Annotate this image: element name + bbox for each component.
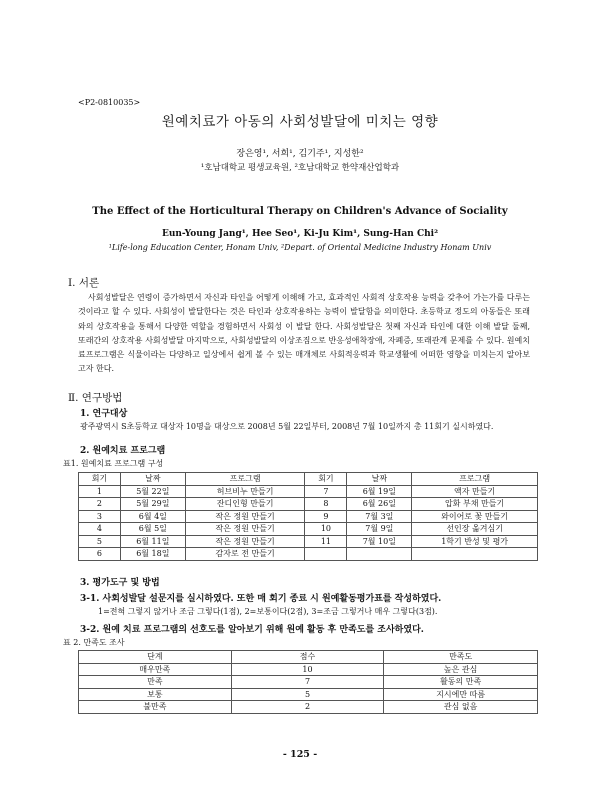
subsection-3-2-text: 3-2. 원예 치료 프로그램의 선호도를 알아보기 위해 원예 활동 후 만족도를 조사하였다. [80,625,424,635]
table-row [79,688,538,701]
table-cell: 액자 만들기 [412,485,538,498]
table-header-cell: 만족도 [384,651,538,664]
table-row [79,548,538,561]
subsection-1-text: 광주광역시 S초등학교 대상자 10명을 대상으로 2008년 5월 22일부터, 2008년 7월 10일까지 총 11회기 실시하였다. [80,422,494,431]
table-cell: 1학기 반성 및 평가 [412,535,538,548]
korean-title: 원예치료가 아동의 사회성발달에 미치는 영향 [161,114,439,130]
table-cell: 작은 정원 만들기 [185,510,305,523]
section-1-heading: Ⅰ. 서론 [68,277,100,289]
table-header-cell: 날짜 [120,473,185,486]
table-header-cell: 회기 [305,473,347,486]
table-cell: 6월 5일 [120,523,185,536]
korean-affiliation: ¹호남대학교 평생교육원, ²호남대학교 한약재산업학과 [200,163,400,173]
table-cell: 활동의 만족 [384,676,538,689]
table-cell: 5월 22일 [120,485,185,498]
table-cell: 8 [305,498,347,511]
table-row [79,523,538,536]
table-cell: 와이어로 꽃 만들기 [412,510,538,523]
subsection-2-heading: 2. 원예치료 프로그램 [80,446,166,456]
scale-description: 1=전혀 그렇지 않거나 조금 그렇다(1점), 2=보통이다(2점), 3=조금 그렇거나 매우 그렇다(3점). [98,607,438,616]
english-authors: Eun-Young Jang¹, Hee Seo¹, Ki-Ju Kim¹, Sung-Han Chi² [161,229,439,239]
table-cell: 선인장 옮겨심기 [412,523,538,536]
table-cell: 7 [305,485,347,498]
table-cell: 7 [231,676,384,689]
table-cell: 10 [231,663,384,676]
subsection-1-heading: 1. 연구대상 [80,409,128,419]
table-1-caption: 표1. 원예치료 프로그램 구성 [63,459,164,468]
table-2-caption: 표 2. 만족도 조사 [63,638,125,647]
table-row [79,535,538,548]
english-affiliation: ¹Life-long Education Center, Honam Univ, ²Depart. of Oriental Medicine Industry Honam Univ [108,243,492,252]
table-cell: 5 [79,535,121,548]
table-cell: 6월 18일 [120,548,185,561]
table-cell: 1 [79,485,121,498]
table-cell: 관심 없음 [384,701,538,714]
table-cell: 감자로 전 만들기 [185,548,305,561]
paper-code: <P2-0810035> [78,98,141,107]
table-row [79,510,538,523]
table-cell: 보통 [79,688,232,701]
table-row [79,663,538,676]
table-cell: 6월 26일 [347,498,412,511]
table-cell: 3 [79,510,121,523]
satisfaction-table [78,650,538,714]
table-row [79,485,538,498]
table-cell: 6 [79,548,121,561]
table-cell [347,548,412,561]
program-table [78,472,538,561]
table-header-cell: 단계 [79,651,232,664]
table-cell: 작은 정원 만들기 [185,535,305,548]
korean-authors: 장은영¹, 서희¹, 김기주¹, 지성한² [236,149,364,159]
table-cell: 7월 10일 [347,535,412,548]
subsection-3-1-text: 3-1. 사회성발달 설문지를 실시하였다. 또한 매 회기 종료 시 원예활동평가표를 작성하였다. [80,594,442,604]
table-cell: 압화 부채 만들기 [412,498,538,511]
table-cell: 5월 29일 [120,498,185,511]
table-cell [412,548,538,561]
page-number: - 125 - [282,749,318,760]
table-cell: 7월 3일 [347,510,412,523]
table-header-cell: 프로그램 [185,473,305,486]
table-cell: 5 [231,688,384,701]
table-cell: 6월 19일 [347,485,412,498]
table-cell: 2 [79,498,121,511]
table-row [79,701,538,714]
table-header-row [79,473,538,486]
table-cell: 높은 관심 [384,663,538,676]
table-header-cell: 프로그램 [412,473,538,486]
table-cell: 매우만족 [79,663,232,676]
table-cell: 9 [305,510,347,523]
table-row [79,676,538,689]
table-header-cell: 날짜 [347,473,412,486]
section-1-paragraph: 사회성발달은 연령이 증가하면서 자신과 타인을 어떻게 이해해 가고, 효과적인 사회적 상호작용 능력을 갖추어 가는가를 다루는 것이라고 할 수 있다. 사회성이 발달한다는 것은 타인과 상호작용하는 능력이 발달함을 의미한다. 초등학교 정도의 아동들은 또래와의 상호작용을 통해서 다양한 역할을 경험하면서 사회성 이 발달 한다. 사회성발달은 첫째 자신과 타인에 대한 이해 발달 둘째, 또래간의 상호작용 사회성발달 마지막으로, 사회성발달의 이상조짐으로 반응성애착장애, 자폐증, 또래관계 문제를 수 있다. 원예치료프로그램은 식물이라는 다양하고 일상에서 쉽게 볼 수 있는 매개체로 사회적응력과 학교생활에 어떠한 영향을 미치는지 알아보고자 한다. [78,293,530,374]
table-cell: 2 [231,701,384,714]
table-cell: 불만족 [79,701,232,714]
table-header-cell: 점수 [231,651,384,664]
table-cell: 작은 정원 만들기 [185,523,305,536]
table-cell: 11 [305,535,347,548]
table-cell: 7월 9일 [347,523,412,536]
table-cell: 만족 [79,676,232,689]
table-cell: 10 [305,523,347,536]
section-2-heading: Ⅱ. 연구방법 [68,392,123,404]
table-cell: 허브비누 만들기 [185,485,305,498]
table-header-cell: 회기 [79,473,121,486]
table-cell [305,548,347,561]
subsection-3-heading: 3. 평가도구 및 방법 [80,578,160,588]
english-title: The Effect of the Horticultural Therapy on Children's Advance of Sociality [92,206,508,217]
table-cell: 잔디인형 만들기 [185,498,305,511]
table-header-row [79,651,538,664]
table-cell: 6월 11일 [120,535,185,548]
table-cell: 4 [79,523,121,536]
table-cell: 6월 4일 [120,510,185,523]
table-cell: 지시에만 따름 [384,688,538,701]
table-row [79,498,538,511]
